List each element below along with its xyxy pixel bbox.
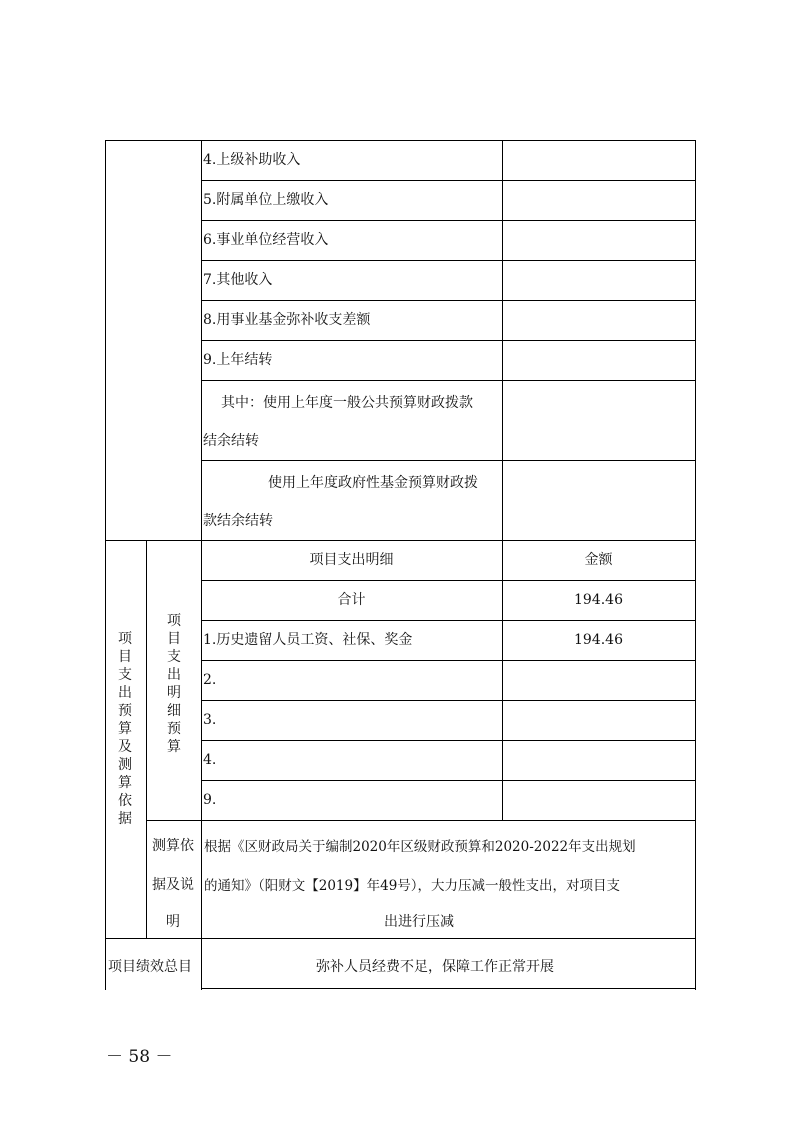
- row-line: [146, 820, 696, 821]
- page-number: － 58 －: [106, 1047, 173, 1067]
- goal-label: 项目绩效总目: [108, 959, 192, 975]
- expense-header-amount: 金额: [584, 552, 613, 568]
- expense-total-amount: 194.46: [574, 592, 623, 608]
- expense-total-label: 合计: [337, 592, 366, 608]
- expense-row-label: 1.历史遗留人员工资、社保、奖金: [203, 632, 413, 648]
- row-line: [201, 740, 696, 741]
- expense-header-item: 项目支出明细: [309, 552, 394, 568]
- row-line: [201, 340, 696, 341]
- note-general-budget-line2: 结余结转: [203, 433, 259, 449]
- section-label-inner: 项目支出明细预算: [167, 613, 181, 755]
- income-row-label: 6.事业单位经营收入: [203, 232, 329, 248]
- income-row-label: 8.用事业基金弥补收支差额: [203, 312, 371, 328]
- section-label-outer: 项目支出预算及测算依据: [118, 631, 132, 827]
- income-row-label: 5.附属单位上缴收入: [203, 192, 329, 208]
- row-line: [201, 700, 696, 701]
- table-border-left: [105, 140, 106, 990]
- table-border-top: [105, 140, 696, 141]
- basis-label-line3: 明: [166, 914, 180, 930]
- expense-row-label: 4.: [203, 752, 217, 768]
- basis-text-line2: 的通知》（阳财文【2019】年49号），大力压减一般性支出，对项目支: [204, 878, 621, 894]
- row-line: [201, 780, 696, 781]
- row-line: [201, 660, 696, 661]
- note-fund-budget-line1: 使用上年度政府性基金预算财政拨: [268, 475, 478, 491]
- expense-row-label: 2.: [203, 672, 217, 688]
- expense-row-amount: 194.46: [574, 632, 623, 648]
- basis-label-line1: 测算依: [152, 838, 194, 854]
- income-row-label: 4.上级补助收入: [203, 152, 301, 168]
- note-fund-budget-line2: 款结余结转: [203, 513, 273, 529]
- row-line: [201, 460, 696, 461]
- goal-value: 弥补人员经费不足，保障工作正常开展: [316, 959, 554, 975]
- section-line: [105, 938, 696, 939]
- basis-text-line3: 出进行压减: [384, 914, 454, 930]
- row-line: [201, 380, 696, 381]
- basis-text-line1: 根据《区财政局关于编制2020年区级财政预算和2020-2022年支出规划: [204, 839, 636, 855]
- note-general-budget-line1: 其中：使用上年度一般公共预算财政拨款: [221, 395, 473, 411]
- income-row-label: 7.其他收入: [203, 272, 273, 288]
- row-line: [201, 260, 696, 261]
- table-border-bottom: [201, 988, 696, 989]
- col-divider-sub: [146, 540, 147, 938]
- table-border-right: [695, 140, 696, 990]
- income-row-label: 9.上年结转: [203, 352, 273, 368]
- expense-row-label: 9.: [203, 792, 217, 808]
- expense-row-label: 3.: [203, 712, 217, 728]
- basis-label-line2: 据及说: [152, 877, 194, 893]
